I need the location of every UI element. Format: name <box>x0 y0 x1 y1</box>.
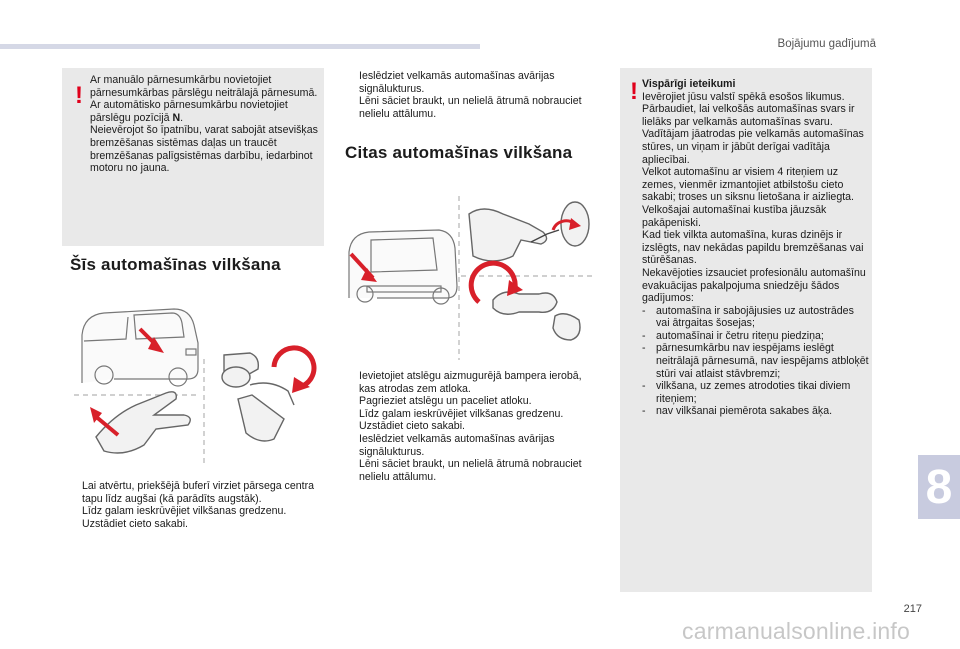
advice-paragraph: Ievērojiet jūsu valstī spēkā esošos likumus. <box>642 90 845 103</box>
chapter-number: 8 <box>925 460 953 514</box>
list-item: Pagrieziet atslēgu un paceliet atloku. <box>359 395 532 408</box>
illustration-front-towing <box>74 295 322 467</box>
middle-top-steps <box>345 70 597 120</box>
list-item: Uzstādiet cieto sakabi. <box>359 420 465 433</box>
warning-exclamation-icon: ! <box>75 82 83 109</box>
list-item: Lēni sāciet braukt, un nelielā ātrumā nobrauciet nelielu attālumu. <box>359 95 582 120</box>
warning-line-automatic: Ar automātisko pārnesumkārbu novietojiet pārslēgu pozīcijā N. <box>90 99 288 124</box>
heading-tow-other-vehicle: Citas automašīnas vilkšana <box>345 143 573 162</box>
warning-exclamation-icon: ! <box>630 78 638 105</box>
warning-box-neutral-gear <box>62 68 324 246</box>
general-advice-title: Vispārīgi ieteikumi <box>642 78 736 90</box>
warning-line-consequence: Neievērojot šo īpatnību, varat sabojāt atsevišķas bremzēšanas sistēmas daļas un traucēt bremzēšanas palīgsistēmas darbību, iedarbinot motoru no jauna. <box>90 124 318 175</box>
page-number: 217 <box>903 603 922 615</box>
advice-paragraph: Velkošajai automašīnai kustība jāuzsāk pakāpeniski. <box>642 203 827 229</box>
warning-line-manual: Ar manuālo pārnesumkārbu novietojiet pārnesumkārbas pārslēgu neitrālajā pārnesumā. <box>90 74 318 99</box>
list-item: - pārnesumkārbu nav iespējams ieslēgt neitrālajā pārnesumā, nav iespējams atbloķēt stūri vai atlaist stāvbremzi; <box>642 342 869 380</box>
list-item: - vilkšana, uz zemes atrodoties tikai diviem riteņiem; <box>642 380 851 405</box>
list-item: Ieslēdziet velkamās automašīnas avārijas signālukturus. <box>359 432 555 458</box>
rear-towing-diagram <box>343 190 595 362</box>
list-item: Ievietojiet atslēgu aizmugurējā bampera ierobā, kas atrodas zem atloka. <box>359 370 582 395</box>
advice-paragraph: Vadītājam jāatrodas pie velkamās automašīnas stūres, un viņam ir jābūt derīgai vadītāja apliecībai. <box>642 128 864 166</box>
general-advice-box <box>620 68 872 592</box>
advice-paragraph: Velkot automašīnu ar visiem 4 riteņiem uz zemes, vienmēr izmantojiet atbilstošu cieto sakabi; troses un siksnu lietošana ir aizliegta. <box>642 166 854 204</box>
list-item: - automašīnai ir četru riteņu piedziņa; <box>642 329 824 342</box>
gear-position-n: N <box>172 111 181 124</box>
advice-paragraph: Kad tiek vilkta automašīna, kuras dzinējs ir izslēgts, nav nekādas papildu bremzēšanas vai stūrēšanas. <box>642 229 864 267</box>
list-item: Lai atvērtu, priekšējā buferī virziet pārsega centra tapu līdz augšai (kā parādīts augstāk). <box>82 480 315 505</box>
general-advice-text <box>642 78 870 418</box>
call-service-cases <box>642 305 870 418</box>
list-item: - nav vilkšanai piemērota sakabes āķa. <box>642 405 833 418</box>
list-item: - automašīna ir sabojājusies uz autostrādes vai ātrgaitas šosejas; <box>642 304 854 330</box>
list-item: Uzstādiet cieto sakabi. <box>82 517 188 530</box>
heading-tow-this-vehicle: Šīs automašīnas vilkšana <box>70 255 281 274</box>
chapter-tab <box>918 455 960 519</box>
front-towing-diagram <box>74 295 322 467</box>
warning-text <box>90 74 322 175</box>
advice-paragraph: Nekavējoties izsauciet profesionālu automašīnu evakuācijas pakalpojuma sniedzēju šādos gadījumos: <box>642 266 866 305</box>
watermark: carmanualsonline.info <box>682 618 910 644</box>
illustration-rear-towing <box>343 190 595 362</box>
middle-steps-list <box>345 370 597 483</box>
list-item: Līdz galam ieskrūvējiet vilkšanas gredzenu. <box>82 505 287 518</box>
list-item: Ieslēdziet velkamās automašīnas avārijas signālukturus. <box>359 70 555 95</box>
advice-paragraph: Pārbaudiet, lai velkošās automašīnas svars ir lielāks par velkamās automašīnas svaru. <box>642 103 855 128</box>
left-steps-list <box>68 480 326 530</box>
section-title: Bojājumu gadījumā <box>777 38 876 50</box>
header-accent-bar <box>0 44 480 49</box>
list-item: Līdz galam ieskrūvējiet vilkšanas gredzenu. <box>359 407 564 420</box>
list-item: Lēni sāciet braukt, un nelielā ātrumā nobrauciet nelielu attālumu. <box>359 458 582 483</box>
